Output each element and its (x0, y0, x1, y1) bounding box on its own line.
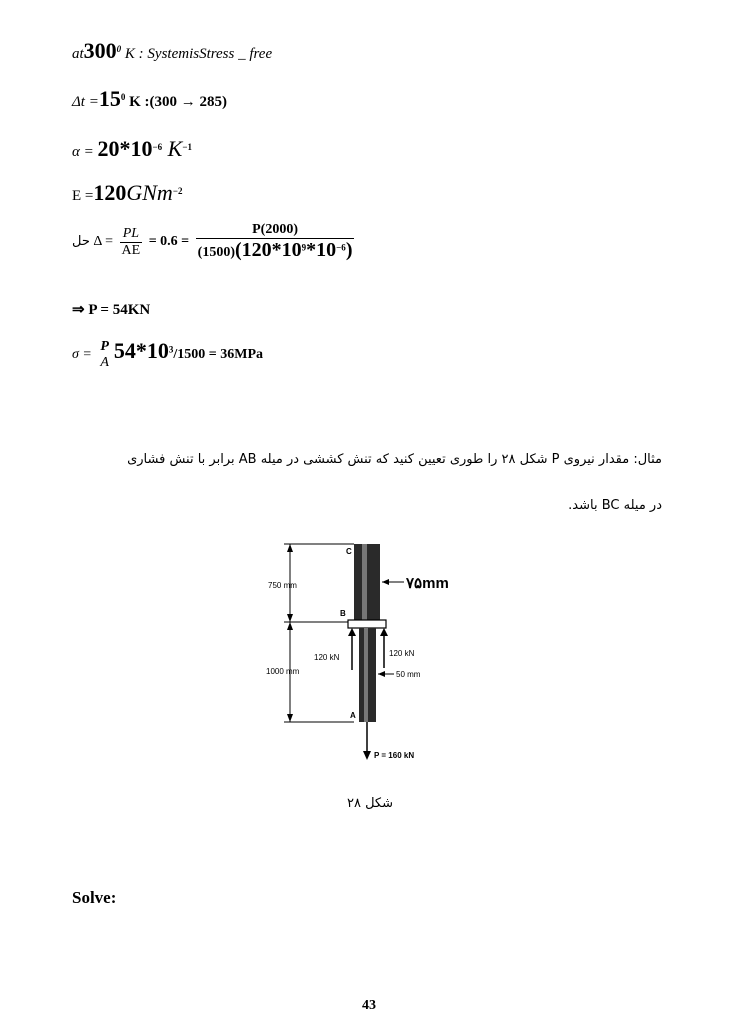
eq6-text: ⇒ P = 54KN (72, 302, 151, 318)
eq1-sup: 0 (116, 44, 122, 54)
eq7-num: 54*10 (113, 338, 169, 363)
dia-top-label: ۷۵mm (406, 575, 449, 592)
eq5-lhs: Δ = (93, 234, 114, 250)
dim-bottom-label: 1000 mm (266, 667, 300, 676)
eq5-f1-den: AE (121, 242, 141, 258)
load-p-arrow (363, 751, 371, 760)
eq4-pre: E = (72, 188, 94, 204)
eq3-rest: K (162, 136, 183, 161)
eq5-f2-den-a: (1500) (197, 245, 235, 260)
eq4-sup: −2 (172, 186, 183, 196)
eq-line-3 (72, 136, 192, 162)
eq5-mid: = 0.6 = (148, 234, 190, 250)
eq2-num: 15 (98, 86, 121, 111)
figure-28 (262, 540, 462, 780)
load-right-label: 120 kN (389, 649, 415, 658)
eq7-f-den: A (100, 354, 109, 370)
load-p-label: P = 160 kN (374, 751, 415, 760)
eq3-sup2: −1 (182, 142, 192, 152)
eq-line-7 (72, 338, 263, 371)
eq2-sup: 0 (120, 92, 126, 102)
eq4-rest: GNm (126, 180, 173, 205)
eq3-num: 20*10 (97, 136, 153, 161)
eq5-f2-den-c: *10 (306, 239, 337, 261)
eq2-pre: Δt = (72, 94, 99, 110)
dim-top-label: 750 mm (268, 581, 297, 590)
eq7-f-num: P (100, 338, 109, 354)
eq1-rest: K : SystemisStress _ free (121, 46, 273, 62)
eq7-sup: 3 (168, 344, 174, 355)
eq2-rest: K :(300 → 285) (125, 94, 227, 110)
load-left-arrow (348, 628, 356, 636)
eq5-f2-num: P(2000) (196, 222, 355, 239)
label-c: C (346, 547, 352, 556)
eq-line-1 (72, 38, 272, 64)
eq7-lhs: σ = (72, 347, 92, 362)
load-right-arrow (380, 628, 388, 636)
eq5-frac2 (196, 222, 355, 262)
eq5-f2-den-d: ) (345, 239, 353, 261)
page-number: 43 (362, 998, 376, 1013)
dia-bottom-arrow (378, 671, 385, 677)
eq7-rest: /1500 = 36MPa (173, 347, 264, 362)
eq5-frac1 (120, 226, 143, 259)
eq7-frac (98, 339, 111, 371)
rod-ab-shine (364, 628, 368, 722)
eq1-num: 300 (83, 38, 117, 63)
label-b: B (340, 609, 346, 618)
eq-line-5 (72, 222, 357, 262)
dia-bottom-label: 50 mm (396, 670, 421, 679)
collar-b (348, 620, 386, 628)
example-line-2: در میله BC باشد. (568, 498, 662, 513)
eq5-f1-num: PL (120, 226, 143, 243)
dia-top-arrow (382, 579, 389, 585)
eq5-fa: حل (72, 234, 90, 250)
load-left-label: 120 kN (314, 653, 340, 662)
rod-bc-shine (362, 544, 367, 622)
dim-arrow-2 (287, 614, 293, 622)
eq1-pre: at (72, 46, 84, 62)
label-a: A (350, 711, 356, 720)
solve-heading: Solve: (72, 888, 117, 907)
eq4-num: 120 (93, 180, 127, 205)
eq-line-2 (72, 86, 227, 112)
eq-line-6 (72, 300, 150, 319)
dim-arrow-4 (287, 714, 293, 722)
eq5-f2-den-sup1: 9 (301, 242, 307, 253)
eq5-f2-den-b: (120*10 (235, 239, 302, 261)
dim-arrow-3 (287, 622, 293, 630)
eq3-pre: α = (72, 144, 94, 160)
eq-line-4 (72, 180, 182, 206)
eq5-f2-den-sup2: −6 (336, 242, 346, 253)
eq3-sup: −6 (152, 142, 163, 152)
dim-arrow-1 (287, 544, 293, 552)
example-line-1: مثال: مقدار نیروی P شکل ۲۸ را طوری تعیین کنید که تنش کششی در میله AB برابر با تنش فشاری (127, 452, 662, 467)
rod-diagram (262, 540, 462, 780)
figure-caption: شکل ۲۸ (346, 796, 394, 811)
